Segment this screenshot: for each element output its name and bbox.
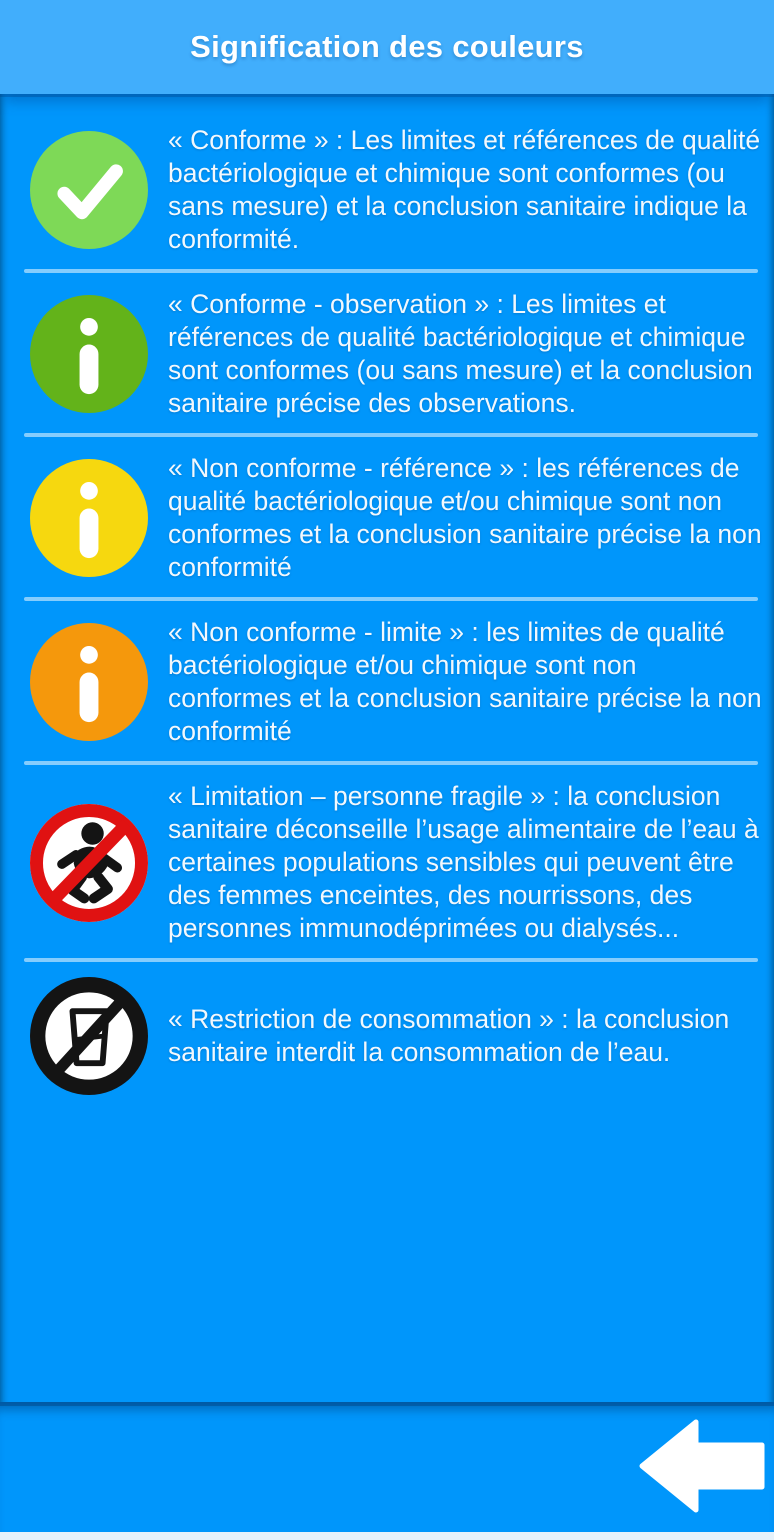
no-baby-icon (30, 804, 148, 922)
info-circle-yellow-icon (30, 459, 148, 577)
divider (24, 269, 758, 273)
legend-item-text: « Non conforme - limite » : les limites de qualité bactériologique et/ou chimique sont non conformes et la conclusion sanitaire précise la non conformité (168, 617, 762, 746)
legend-item-non-conforme-limite (30, 616, 766, 748)
info-circle-orange-icon (30, 623, 148, 741)
check-circle-icon (30, 131, 148, 249)
footer-bar (0, 1402, 774, 1532)
no-drink-icon (30, 977, 148, 1095)
divider (24, 958, 758, 962)
legend-item-text: « Conforme - observation » : Les limites et références de qualité bactériologique et chimique sont conformes (ou sans mesure) et la conclusion sanitaire précise des observations. (168, 289, 753, 418)
divider (24, 761, 758, 765)
legend-item-limitation-personne-fragile (30, 780, 766, 945)
divider (24, 597, 758, 601)
legend-item-non-conforme-reference (30, 452, 766, 584)
legend-item-text: « Non conforme - référence » : les références de qualité bactériologique et/ou chimique sont non conformes et la conclusion sanitaire précise la non conformité (168, 453, 762, 582)
header-bar (0, 0, 774, 94)
page-title: Signification des couleurs (190, 29, 584, 64)
legend-item-text: « Limitation – personne fragile » : la conclusion sanitaire déconseille l’usage alimentaire de l’eau à certaines populations sensibles qui peuvent être des femmes enceintes, des nourrissons, des personnes immunodéprimées ou dialysés... (168, 781, 759, 943)
back-button[interactable] (634, 1414, 768, 1518)
legend-item-conforme (30, 124, 766, 256)
legend-item-conforme-observation (30, 288, 766, 420)
legend-item-text: « Restriction de consommation » : la conclusion sanitaire interdit la consommation de l’eau. (168, 1004, 730, 1067)
legend-item-text: « Conforme » : Les limites et références de qualité bactériologique et chimique sont conformes (ou sans mesure) et la conclusion sanitaire indique la conformité. (168, 125, 761, 254)
legend-list (0, 94, 774, 1402)
arrow-left-icon (634, 1414, 768, 1518)
info-circle-green-icon (30, 295, 148, 413)
legend-item-restriction-consommation (30, 977, 766, 1095)
divider (24, 433, 758, 437)
bottom-strip (0, 1532, 774, 1540)
